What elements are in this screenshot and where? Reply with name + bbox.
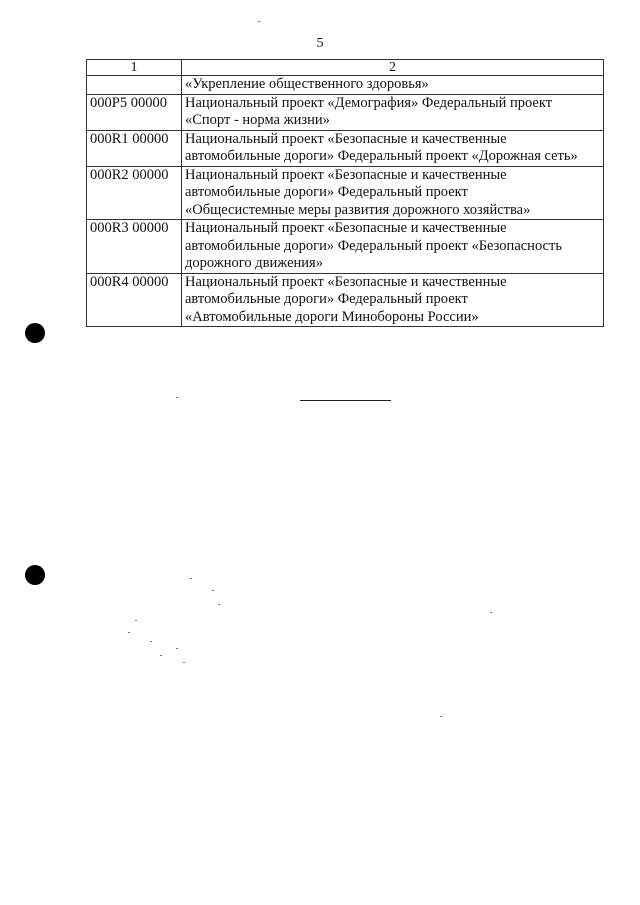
row-code: 000R3 00000 [87,220,182,274]
budget-code-table [86,59,604,327]
punch-hole-mark [25,565,45,585]
document-end-divider [300,400,391,401]
row-description: Национальный проект «Безопасные и качественные автомобильные дороги» Федеральный проект «Общесистемные меры развития дорожного хозяйства» [182,166,604,220]
row-description: «Укрепление общественного здоровья» [182,76,604,95]
row-description: Национальный проект «Безопасные и качественные автомобильные дороги» Федеральный проект «Безопасность дорожного движения» [182,220,604,274]
table-row [87,166,604,220]
table-row [87,94,604,130]
table-header-row [87,60,604,76]
row-description: Национальный проект «Безопасные и качественные автомобильные дороги» Федеральный проект «Автомобильные дороги Минобороны России» [182,273,604,327]
column-header-1: 1 [87,60,182,76]
row-code [87,76,182,95]
row-description: Национальный проект «Безопасные и качественные автомобильные дороги» Федеральный проект «Дорожная сеть» [182,130,604,166]
table-row [87,220,604,274]
row-code: 000R2 00000 [87,166,182,220]
column-header-2: 2 [182,60,604,76]
table-row [87,76,604,95]
table-row [87,130,604,166]
page-number: 5 [316,36,324,51]
row-code: 000R1 00000 [87,130,182,166]
row-description: Национальный проект «Демография» Федеральный проект «Спорт - норма жизни» [182,94,604,130]
table-row [87,273,604,327]
row-code: 000R4 00000 [87,273,182,327]
punch-hole-mark [25,323,45,343]
row-code: 000P5 00000 [87,94,182,130]
